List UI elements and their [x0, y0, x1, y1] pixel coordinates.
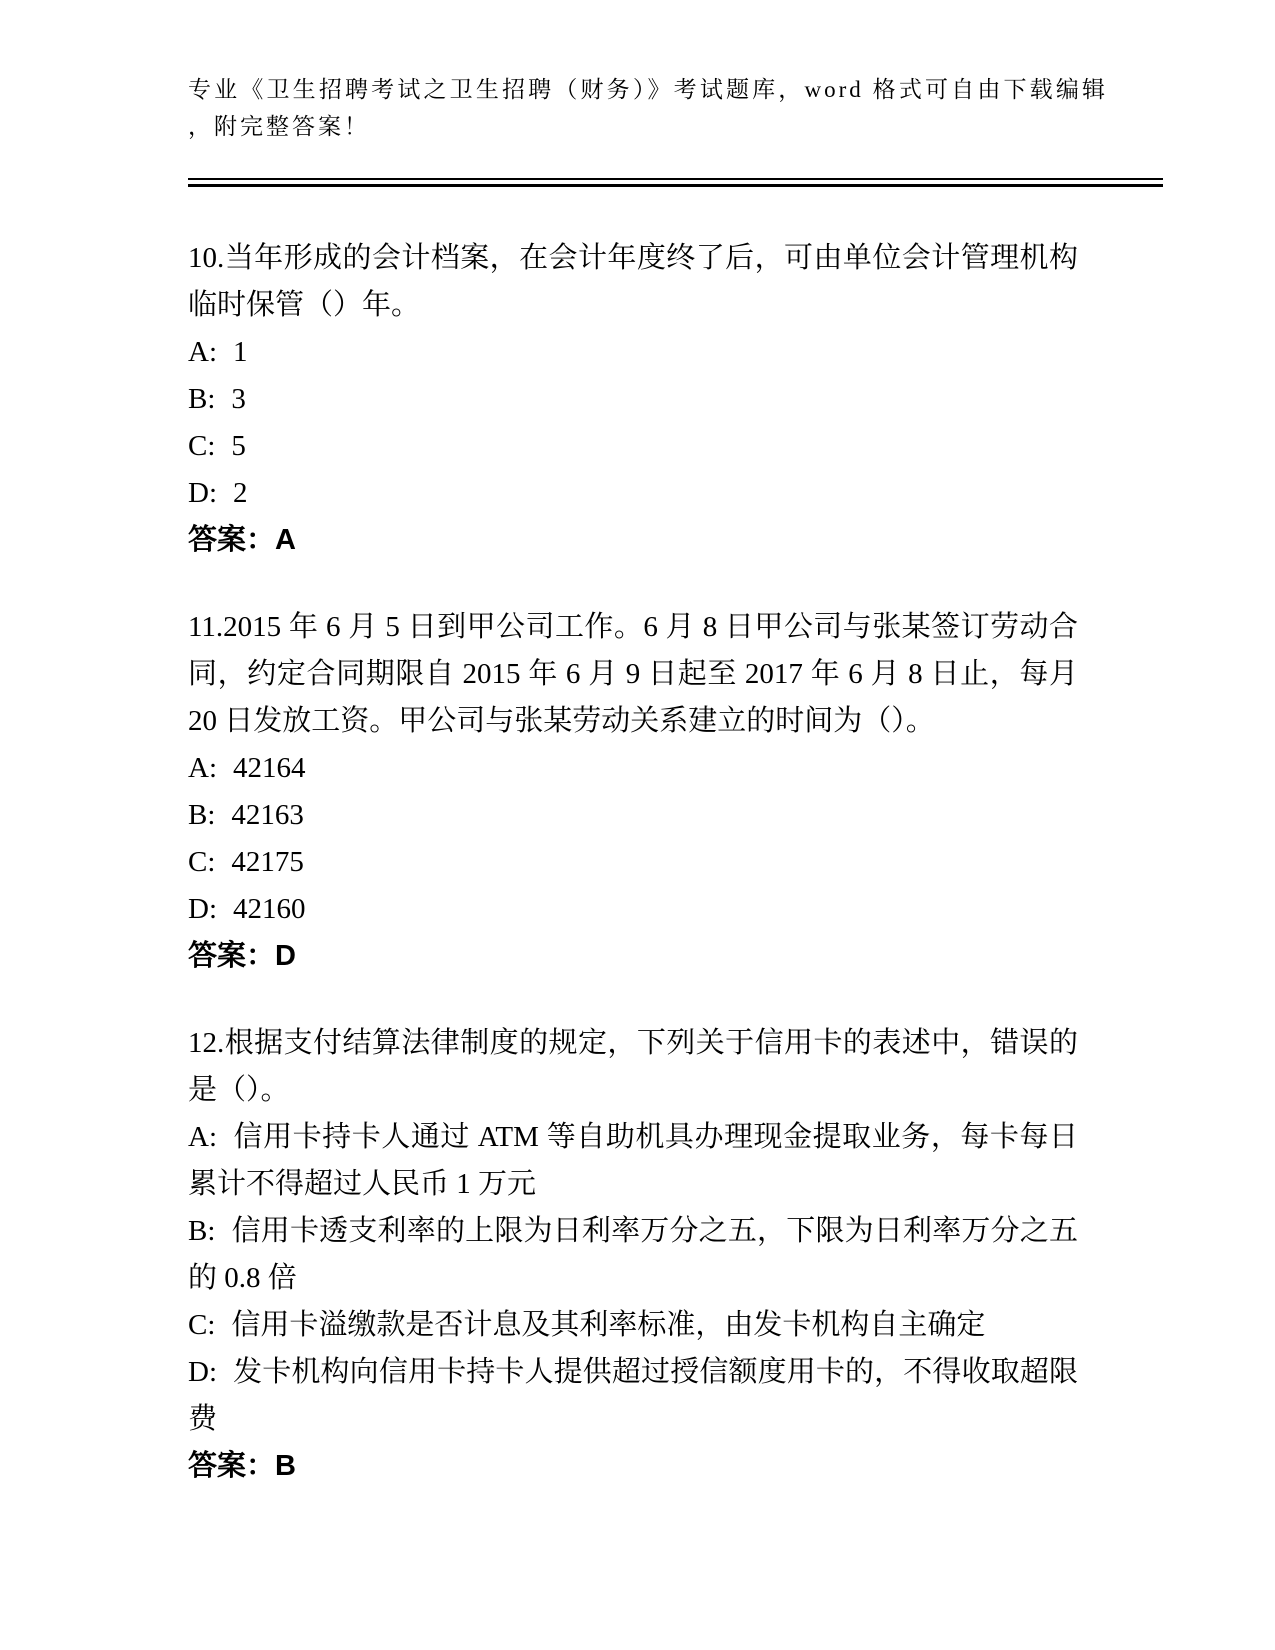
option-text: 5 — [231, 430, 246, 462]
option-text: 42164 — [233, 752, 306, 784]
option-d — [188, 470, 1078, 517]
question-stem: 10.当年形成的会计档案，在会计年度终了后，可由单位会计管理机构临时保管（）年。 — [188, 242, 1078, 321]
option-key: C: — [188, 1309, 216, 1341]
question-stem: 11.2015 年 6 月 5 日到甲公司工作。6 月 8 日甲公司与张某签订劳动合同，约定合同期限自 2015 年 6 月 9 日起至 2017 年 6 月 8 日止，每月 20 日发放工资。甲公司与张某劳动关系建立的时间为（）。 — [188, 611, 1078, 737]
question-block-10 — [188, 235, 1078, 564]
option-d — [188, 886, 1078, 933]
option-text: 42160 — [233, 893, 306, 925]
option-b — [188, 1208, 1078, 1302]
option-a — [188, 745, 1078, 792]
option-d — [188, 1349, 1078, 1443]
header-divider — [188, 178, 1163, 187]
option-b — [188, 792, 1078, 839]
option-key: C: — [188, 846, 216, 878]
option-c — [188, 839, 1078, 886]
option-b — [188, 376, 1078, 423]
option-key: B: — [188, 1215, 216, 1247]
option-key: B: — [188, 799, 216, 831]
option-text: 信用卡透支利率的上限为日利率万分之五，下限为日利率万分之五的 0.8 倍 — [188, 1215, 1078, 1294]
option-a — [188, 329, 1078, 376]
option-text: 2 — [233, 477, 248, 509]
question-block-11 — [188, 604, 1078, 980]
question-block-12 — [188, 1020, 1078, 1490]
option-key: B: — [188, 383, 216, 415]
option-c — [188, 1302, 1078, 1349]
option-text: 1 — [233, 336, 248, 368]
option-text: 发卡机构向信用卡持卡人提供超过授信额度用卡的，不得收取超限费 — [188, 1356, 1078, 1435]
option-text: 信用卡持卡人通过 ATM 等自助机具办理现金提取业务，每卡每日累计不得超过人民币 1 万元 — [188, 1121, 1078, 1200]
answer-line: 答案：B — [188, 1450, 296, 1482]
option-key: D: — [188, 1356, 217, 1388]
option-key: A: — [188, 1121, 217, 1153]
answer-line: 答案：D — [188, 940, 296, 972]
option-a — [188, 1114, 1078, 1208]
option-text: 42163 — [231, 799, 304, 831]
option-key: C: — [188, 430, 216, 462]
option-text: 42175 — [231, 846, 304, 878]
option-key: A: — [188, 752, 217, 784]
answer-line: 答案：A — [188, 524, 296, 556]
option-text: 信用卡溢缴款是否计息及其利率标准，由发卡机构自主确定 — [231, 1309, 986, 1341]
question-stem: 12.根据支付结算法律制度的规定，下列关于信用卡的表述中，错误的是（）。 — [188, 1027, 1078, 1106]
option-key: D: — [188, 477, 217, 509]
page-header: 专业《卫生招聘考试之卫生招聘（财务）》考试题库，word 格式可自由下载编辑，附完整答案！ — [188, 77, 1108, 139]
option-key: A: — [188, 336, 217, 368]
option-text: 3 — [231, 383, 246, 415]
option-c — [188, 423, 1078, 470]
option-key: D: — [188, 893, 217, 925]
